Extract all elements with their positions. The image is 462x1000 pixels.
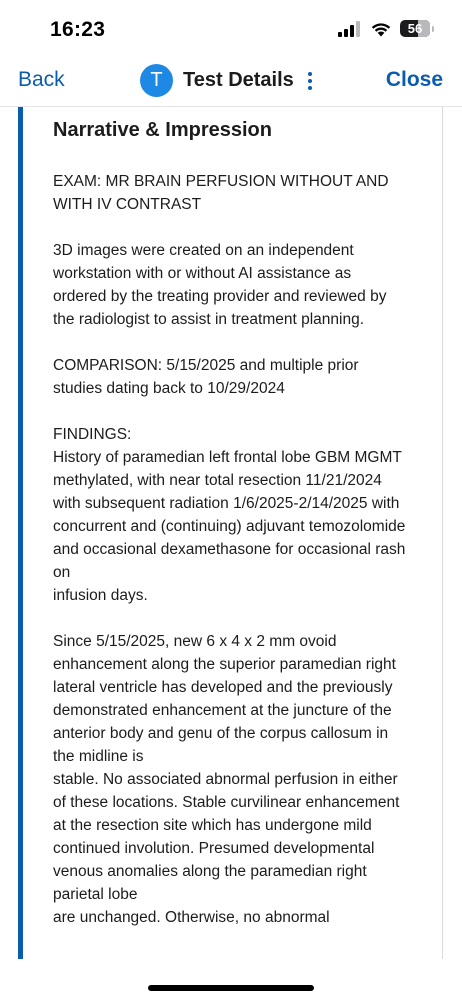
report-paragraph	[53, 170, 428, 216]
report-line: FINDINGS:	[53, 426, 132, 443]
report-line: workstation with or without AI assistance as	[53, 265, 352, 282]
report-line: methylated, with near total resection 11/21/2024	[53, 472, 382, 489]
status-time: 16:23	[50, 18, 106, 41]
nav-center	[140, 64, 316, 97]
report-content	[53, 119, 428, 952]
battery-nub	[432, 26, 434, 32]
report-paragraph	[53, 354, 428, 400]
report-paragraph	[53, 239, 428, 331]
report-line: of these locations. Stable curvilinear enhancement	[53, 794, 400, 811]
report-line: on	[53, 564, 71, 581]
report-line: COMPARISON: 5/15/2025 and multiple prior	[53, 357, 359, 374]
cellular-signal-icon	[338, 21, 362, 37]
bottom-area	[0, 959, 462, 1000]
report-line: with subsequent radiation 1/6/2025-2/14/2025 with	[53, 495, 400, 512]
report-paragraph	[53, 630, 428, 929]
report-line: 3D images were created on an independent	[53, 242, 354, 259]
report-line: continued involution. Presumed developmental	[53, 840, 375, 857]
page-title: Test Details	[183, 69, 294, 91]
report-line: at the resection site which has undergone mild	[53, 817, 372, 834]
back-button[interactable]: Back	[18, 68, 65, 91]
report-line: lateral ventricle has developed and the previously	[53, 679, 393, 696]
close-button[interactable]: Close	[385, 68, 443, 91]
report-line: infusion days.	[53, 587, 148, 604]
report-line: History of paramedian left frontal lobe GBM MGMT	[53, 449, 402, 466]
more-options-icon[interactable]	[304, 70, 316, 92]
report-line: studies dating back to 10/29/2024	[53, 380, 285, 397]
home-indicator[interactable]	[148, 985, 314, 991]
report-line: enhancement along the superior paramedian right	[53, 656, 396, 673]
report-card[interactable]	[18, 107, 443, 959]
report-line: stable. No associated abnormal perfusion in either	[53, 771, 398, 788]
report-line: concurrent and (continuing) adjuvant temozolomide	[53, 518, 406, 535]
report-line: are unchanged. Otherwise, no abnormal	[53, 909, 330, 926]
report-line: WITH IV CONTRAST	[53, 196, 202, 213]
section-title: Narrative & Impression	[53, 119, 272, 141]
battery-level: 56	[407, 21, 423, 36]
report-line: demonstrated enhancement at the juncture of the	[53, 702, 392, 719]
report-line: Since 5/15/2025, new 6 x 4 x 2 mm ovoid	[53, 633, 337, 650]
status-bar	[0, 0, 462, 58]
battery-icon	[400, 20, 430, 37]
nav-bar	[0, 58, 462, 107]
report-line: venous anomalies along the paramedian right	[53, 863, 367, 880]
report-line: the radiologist to assist in treatment planning.	[53, 311, 365, 328]
report-line: ordered by the treating provider and reviewed by	[53, 288, 387, 305]
accent-bar	[18, 107, 23, 959]
report-line: anterior body and genu of the corpus callosum in	[53, 725, 389, 742]
report-line: EXAM: MR BRAIN PERFUSION WITHOUT AND	[53, 173, 389, 190]
report-line: and occasional dexamethasone for occasional rash	[53, 541, 406, 558]
report-paragraph	[53, 423, 428, 607]
avatar[interactable]: T	[140, 64, 173, 97]
status-indicators	[338, 20, 434, 37]
wifi-icon	[370, 21, 392, 37]
report-line: parietal lobe	[53, 886, 138, 903]
report-body	[53, 170, 428, 929]
report-line: the midline is	[53, 748, 144, 765]
